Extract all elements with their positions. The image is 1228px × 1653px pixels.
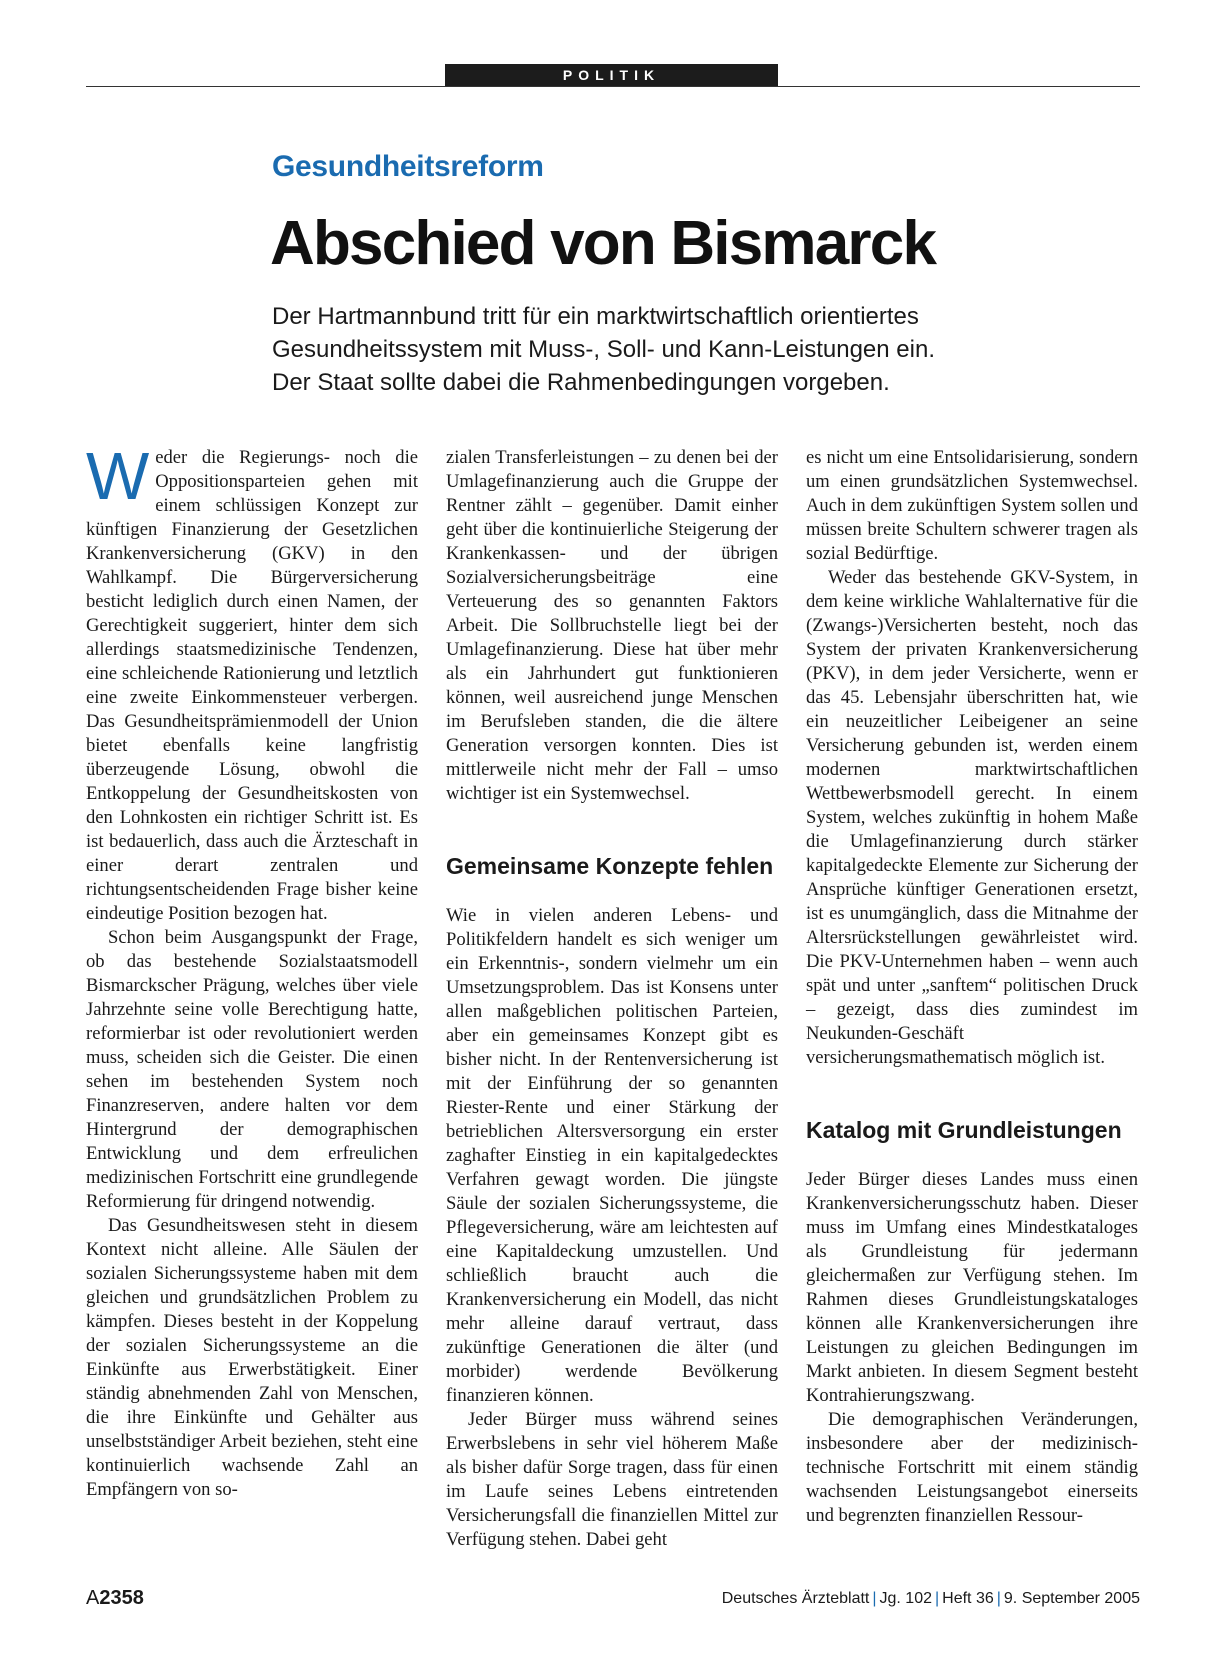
article-kicker: Gesundheitsreform xyxy=(272,150,544,183)
journal-name: Deutsches Ärzteblatt xyxy=(721,1590,870,1607)
drop-cap: W xyxy=(86,439,150,514)
paragraph: Wie in vielen anderen Lebens- und Politikfeldern handelt es sich weniger um ein Erkenntnis-, sondern vielmehr um ein Umsetzungsproblem. Das ist Konsens unter allen maßgeblichen politischen Parteien, aber ein gemeinsames Konzept gibt es bisher nicht. In der Rentenversicherung ist mit der Einführung der so genannten Riester-Rente und einer Stärkung der betrieblichen Altersversorgung ein erster zaghafter Einstieg in ein kapitalgedecktes Verfahren gewagt worden. Die jüngste Säule der sozialen Sicherungssysteme, die Pflegeversicherung, wäre am leichtesten auf eine Kapitaldeckung umzustellen. Und schließlich braucht auch die Krankenversicherung ein Modell, das nicht mehr alleine darauf vertraut, dass zukünftige Generationen die älter (und morbider) werdende Bevölkerung finanzieren können. xyxy=(446,905,778,1406)
separator: | xyxy=(996,1590,1001,1607)
separator: | xyxy=(872,1590,877,1607)
paragraph: Jeder Bürger muss während seines Erwerbslebens in sehr viel höherem Maße als bisher dafür Sorge tragen, dass für einen im Laufe seines Lebens eintretenden Versicherungsfall die finanziellen Mittel zur Verfügung stehen. Dabei geht xyxy=(446,1409,778,1550)
article-lead xyxy=(272,300,1092,399)
lead-line: Gesundheitssystem mit Muss-, Soll- und Kann-Leistungen ein. xyxy=(272,336,935,363)
paragraph xyxy=(86,439,418,926)
paragraph: es nicht um eine Entsolidarisierung, sondern um einen grundsätzlichen Systemwechsel. Auch in dem zukünftigen System sollen und müssen breite Schultern schwerer tragen als sozial Bedürftige. xyxy=(806,447,1138,564)
subheading: Gemeinsame Konzepte fehlen xyxy=(446,853,774,879)
lead-line: Der Staat sollte dabei die Rahmenbedingungen vorgeben. xyxy=(272,369,890,396)
section-label: POLITIK xyxy=(445,64,778,86)
page-number xyxy=(86,1587,144,1610)
subheading: Katalog mit Grundleistungen xyxy=(806,1117,1122,1143)
column-2 xyxy=(446,446,778,1552)
journal-footer xyxy=(722,1590,1140,1608)
paragraph: Jeder Bürger dieses Landes muss einen Krankenversicherungsschutz haben. Dieser muss im Umfang eines Mindestkataloges als Grundleistung für jedermann gleichermaßen zur Verfügung stehen. Im Rahmen dieses Grundleistungskataloges können alle Krankenversicherungen ihre Leistungen zu gleichen Bedingungen im Markt anbieten. In diesem Segment besteht Kontrahierungszwang. xyxy=(806,1169,1138,1406)
article-title: Abschied von Bismarck xyxy=(270,209,936,278)
page-number-value: 2358 xyxy=(99,1587,144,1609)
page-prefix: A xyxy=(86,1587,100,1609)
paragraph: Das Gesundheitswesen steht in diesem Kontext nicht alleine. Alle Säulen der sozialen Sicherungssysteme haben mit dem gleichen und grundsätzlichen Problem zu kämpfen. Dieses besteht in der Koppelung der sozialen Sicherungssysteme an die Einkünfte aus Erwerbstätigkeit. Einer ständig abnehmenden Zahl von Menschen, die ihre Einkünfte und Gehälter aus unselbstständiger Arbeit beziehen, steht eine kontinuierlich wachsende Zahl an Empfängern von so- xyxy=(86,1215,418,1500)
paragraph-text: eder die Regierungs- noch die Oppositionsparteien gehen mit einem schlüssigen Konzept zur künftigen Finanzierung der Gesetzlichen Krankenversicherung (GKV) in den Wahlkampf. Die Bürgerversicherung besticht lediglich durch einen Namen, der Gerechtigkeit suggeriert, hinter dem sich allerdings staatsmedizinische Tendenzen, eine schleichende Rationierung und letztlich eine zweite Einkommensteuer verbergen. Das Gesundheitsprämienmodell der Union bietet ebenfalls keine langfristig überzeugende Lösung, obwohl die Entkoppelung der Gesundheitskosten von den Lohnkosten ein richtiger Schritt ist. Es ist bedauerlich, dass auch die Ärzteschaft in einer derart zentralen und richtungsentscheidenden Frage bisher keine eindeutige Position bezogen hat. xyxy=(86,447,418,924)
journal-issue: Heft 36 xyxy=(942,1590,994,1607)
lead-line: Der Hartmannbund tritt für ein marktwirtschaftlich orientiertes xyxy=(272,303,919,330)
journal-date: 9. September 2005 xyxy=(1003,1590,1140,1607)
top-rule xyxy=(86,86,1140,87)
paragraph: Schon beim Ausgangspunkt der Frage, ob das bestehende Sozialstaatsmodell Bismarckscher Prägung, welches über viele Jahrzehnte seine volle Berechtigung hatte, reformierbar ist oder revolutioniert werden muss, scheiden sich die Geister. Die einen sehen im bestehenden System noch Finanzreserven, andere halten vor dem Hintergrund der demographischen Entwicklung und dem erfreulichen medizinischen Fortschritt eine grundlegende Reformierung für dringend notwendig. xyxy=(86,927,418,1212)
paragraph: Die demographischen Veränderungen, insbesondere aber der medizinisch-technische Fortschritt mit einem ständig wachsenden Leistungsangebot einerseits und begrenzten finanziellen Ressour- xyxy=(806,1409,1138,1526)
column-3 xyxy=(806,446,1138,1528)
column-1 xyxy=(86,439,418,1502)
journal-volume: Jg. 102 xyxy=(879,1590,932,1607)
paragraph: Weder das bestehende GKV-System, in dem keine wirkliche Wahlalternative für die (Zwangs-)Versicherten besteht, noch das System der privaten Krankenversicherung (PKV), in dem jeder Versicherte, wenn er das 45. Lebensjahr überschritten hat, wie ein neuzeitlicher Leibeigener an seine Versicherung gebunden ist, werden einem modernen marktwirtschaftlichen Wettbewerbsmodell gerecht. In einem System, welches zukünftig in hohem Maße die Umlagefinanzierung durch stärker kapitalgedeckte Elemente zur Sicherung der Ansprüche künftiger Generationen ersetzt, ist es unumgänglich, dass die Mitnahme der Altersrückstellungen gewährleistet wird. Die PKV-Unternehmen haben – wenn auch spät und unter „sanftem“ politischen Druck – gezeigt, dass dies zumindest im Neukunden-Geschäft versicherungsmathematisch möglich ist. xyxy=(806,567,1138,1068)
paragraph: zialen Transferleistungen – zu denen bei der Umlagefinanzierung auch die Gruppe der Rentner zählt – gegenüber. Damit einher geht über die kontinuierliche Steigerung der Krankenkassen- und der übrigen Sozialversicherungsbeiträge eine Verteuerung des so genannten Faktors Arbeit. Die Sollbruchstelle liegt bei der Umlagefinanzierung. Diese hat über mehr als ein Jahrhundert gut funktionieren können, weil ausreichend junge Menschen im Berufsleben standen, die die ältere Generation versorgen konnten. Dies ist mittlerweile nicht mehr der Fall – umso wichtiger ist ein Systemwechsel. xyxy=(446,447,778,804)
separator: | xyxy=(935,1590,940,1607)
